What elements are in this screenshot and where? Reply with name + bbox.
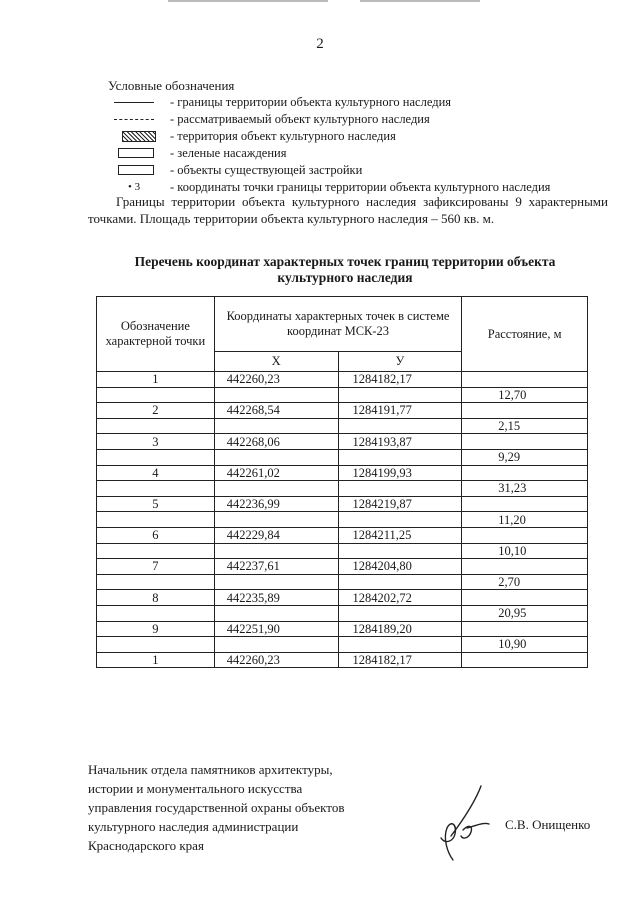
x-cell: 442268,06: [214, 434, 338, 450]
point-row: [97, 434, 588, 450]
position-line: Начальник отдела памятников архитектуры,: [88, 762, 333, 777]
signatory-name: С.В. Онищенко: [505, 817, 591, 832]
x-cell: [214, 481, 338, 497]
y-cell: 1284189,20: [338, 621, 462, 637]
paragraph-text: Границы территории объекта культурного наследия зафиксированы 9 характерными точками. Площадь территории объекта культурного наследия – 560 кв. м.: [88, 194, 608, 226]
box-symbol-icon: [118, 165, 154, 175]
point-symbol-icon: • 3: [128, 181, 141, 193]
distance-cell: 10,10: [462, 543, 588, 559]
point-cell: 4: [97, 465, 215, 481]
x-cell: 442235,89: [214, 590, 338, 606]
x-cell: [214, 637, 338, 653]
point-row: [97, 403, 588, 419]
distance-cell: [462, 465, 588, 481]
handwritten-signature: [423, 780, 503, 870]
x-cell: [214, 605, 338, 621]
position-line: Краснодарского края: [88, 838, 204, 853]
legend-text: - зеленые насаждения: [170, 146, 287, 160]
distance-cell: [462, 496, 588, 512]
page-top-line: [168, 0, 328, 2]
page-number: 2: [316, 36, 324, 52]
point-cell: 2: [97, 403, 215, 419]
distance-cell: 11,20: [462, 512, 588, 528]
header-distance: Расстояние, м: [462, 297, 588, 372]
y-cell: 1284211,25: [338, 527, 462, 543]
header-y: У: [338, 352, 462, 372]
distance-cell: [462, 652, 588, 668]
distance-row: [97, 481, 588, 497]
signature-position: [88, 760, 344, 855]
distance-row: [97, 543, 588, 559]
y-cell: 1284193,87: [338, 434, 462, 450]
boundary-paragraph: [88, 193, 608, 227]
legend-text: - рассматриваемый объект культурного наследия: [170, 112, 430, 126]
distance-cell: [462, 403, 588, 419]
distance-cell: [462, 559, 588, 575]
point-row: [97, 496, 588, 512]
y-cell: 1284182,17: [338, 652, 462, 668]
y-cell: [338, 481, 462, 497]
distance-cell: 20,95: [462, 605, 588, 621]
y-cell: 1284202,72: [338, 590, 462, 606]
dashed-line-symbol-icon: [114, 119, 154, 120]
point-cell: [97, 637, 215, 653]
distance-cell: [462, 621, 588, 637]
point-cell: [97, 481, 215, 497]
point-cell: 9: [97, 621, 215, 637]
legend-text: - координаты точки границы территории объекта культурного наследия: [170, 180, 551, 194]
point-row: [97, 590, 588, 606]
legend-text: - территория объект культурного наследия: [170, 129, 396, 143]
header-x: Х: [214, 352, 338, 372]
y-cell: 1284219,87: [338, 496, 462, 512]
distance-row: [97, 387, 588, 403]
distance-cell: 9,29: [462, 449, 588, 465]
distance-cell: 2,15: [462, 418, 588, 434]
legend-text: - объекты существующей застройки: [170, 163, 363, 177]
y-cell: [338, 605, 462, 621]
point-row: [97, 527, 588, 543]
point-cell: [97, 543, 215, 559]
point-cell: [97, 512, 215, 528]
x-cell: [214, 449, 338, 465]
x-cell: 442260,23: [214, 372, 338, 388]
distance-cell: [462, 590, 588, 606]
distance-cell: [462, 434, 588, 450]
point-row: [97, 621, 588, 637]
y-cell: 1284204,80: [338, 559, 462, 575]
y-cell: [338, 449, 462, 465]
x-cell: 442229,84: [214, 527, 338, 543]
x-cell: [214, 574, 338, 590]
y-cell: 1284191,77: [338, 403, 462, 419]
distance-cell: 10,90: [462, 637, 588, 653]
x-cell: 442261,02: [214, 465, 338, 481]
x-cell: [214, 512, 338, 528]
point-cell: 3: [97, 434, 215, 450]
x-cell: 442260,23: [214, 652, 338, 668]
legend-text: - границы территории объекта культурного наследия: [170, 95, 452, 109]
coordinates-table: [96, 296, 588, 668]
point-cell: [97, 449, 215, 465]
distance-cell: 2,70: [462, 574, 588, 590]
distance-row: [97, 637, 588, 653]
distance-row: [97, 605, 588, 621]
distance-cell: 31,23: [462, 481, 588, 497]
y-cell: [338, 574, 462, 590]
point-row: [97, 372, 588, 388]
table-title: Перечень координат характерных точек границ территории объекта культурного наследия: [134, 254, 556, 285]
x-cell: 442236,99: [214, 496, 338, 512]
position-line: истории и монументального искусства: [88, 781, 303, 796]
y-cell: 1284182,17: [338, 372, 462, 388]
point-cell: 1: [97, 652, 215, 668]
page-top-line: [360, 0, 480, 2]
point-cell: [97, 387, 215, 403]
y-cell: [338, 637, 462, 653]
point-row: [97, 559, 588, 575]
position-line: управления государственной охраны объектов: [88, 800, 345, 815]
distance-cell: [462, 527, 588, 543]
y-cell: [338, 418, 462, 434]
x-cell: [214, 543, 338, 559]
y-cell: [338, 512, 462, 528]
point-cell: 8: [97, 590, 215, 606]
x-cell: 442237,61: [214, 559, 338, 575]
legend-title: Условные обозначения: [108, 78, 235, 93]
x-cell: [214, 418, 338, 434]
distance-row: [97, 512, 588, 528]
point-cell: 1: [97, 372, 215, 388]
position-line: культурного наследия администрации: [88, 819, 299, 834]
distance-cell: [462, 372, 588, 388]
distance-cell: 12,70: [462, 387, 588, 403]
point-cell: 7: [97, 559, 215, 575]
distance-row: [97, 418, 588, 434]
x-cell: [214, 387, 338, 403]
point-cell: [97, 605, 215, 621]
x-cell: 442251,90: [214, 621, 338, 637]
header-point: Обозначение характерной точки: [97, 297, 215, 372]
hatched-box-symbol-icon: [122, 131, 156, 142]
distance-row: [97, 449, 588, 465]
point-cell: 5: [97, 496, 215, 512]
x-cell: 442268,54: [214, 403, 338, 419]
point-cell: [97, 418, 215, 434]
point-row: [97, 652, 588, 668]
header-coords: Координаты характерных точек в системе координат МСК-23: [214, 297, 461, 352]
point-cell: 6: [97, 527, 215, 543]
y-cell: 1284199,93: [338, 465, 462, 481]
box-symbol-icon: [118, 148, 154, 158]
distance-row: [97, 574, 588, 590]
point-cell: [97, 574, 215, 590]
y-cell: [338, 543, 462, 559]
solid-line-symbol-icon: [114, 102, 154, 103]
point-row: [97, 465, 588, 481]
y-cell: [338, 387, 462, 403]
